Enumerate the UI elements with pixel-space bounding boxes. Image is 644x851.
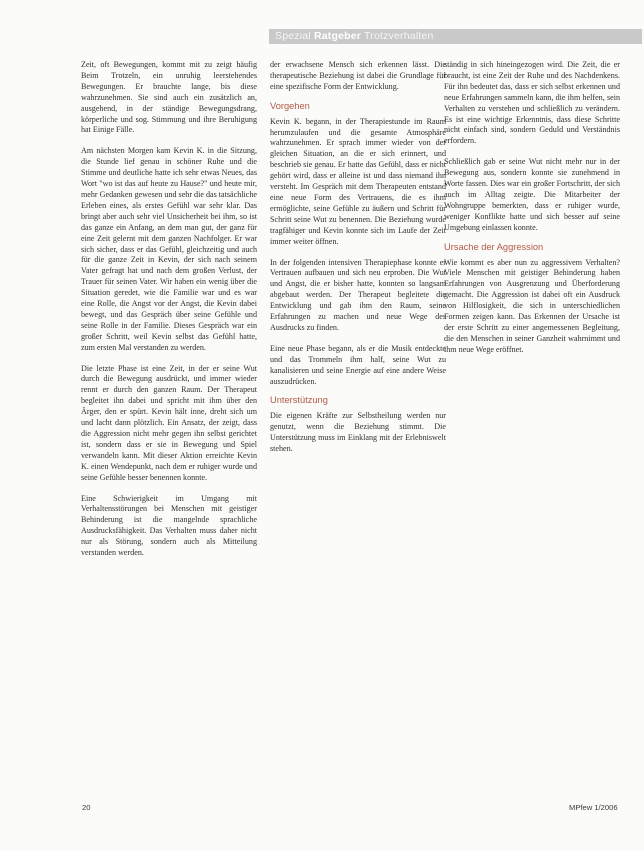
paragraph: Die letzte Phase ist eine Zeit, in der er seine Wut durch die Bewegung ausdrückt, und immer wieder rennt er durch den ganzen Raum. Der Therapeut begleitet ihn dabei und spricht mit ihm über den Ärger, den er spürt. Kevin hält inne, dreht sich um und lacht dann plötzlich. Ein Ansatz, der zeigt, dass die Aggression nicht mehr gegen ihn selbst gerichtet ist, sondern dass er sie in Bewegung und Spiel verwandeln kann. Mit dieser Aktion erreichte Kevin K. einen Wendepunkt, nach dem er ruhiger wurde und seine Gefühle besser benennen konnte. <box>81 363 257 482</box>
paragraph: der erwachsene Mensch sich erkennen lässt. Die therapeutische Beziehung ist dabei die Grundlage für eine spezifische Form der Entwicklung. <box>270 60 446 91</box>
section-heading: Unterstützung <box>270 395 328 406</box>
paragraph: Am nächsten Morgen kam Kevin K. in die Sitzung, die Stunde lief genau in schöner Ruhe und die Stimme und deutliche hatte ich sehr etwas Neues, das Wort "wo ist das auf heute zu Hause?" und heute mir, mehr Gedanken gewesen und sehr die das tatsächliche Erleben eines, als erstes Gefühl war sehr klar. Das bringt aber auch sehr viel Unsicherheit bei ihm, so ist das ganze ein Anfang, an dem man gut, der ganz für eine Zeit gelernt mit dem ganzen Nachfolger. Er war sich sicher, dass er das Gefühl, gleichzeitig und auch für die ganze Zeit in Kevin, der sich nach seinem Vater gefragt hat und nach dem großen Verlust, der Trauer für seinen Vater. Wir haben ein wenig über die Situation geredet, wie die Familie war und es war eine Rolle, die Angst vor der Angst, die Kevin dabei bewegt, und das Gespräch über seine Gefühle und seine Rolle in der Familie. Dieses Gespräch war ein großer Schritt, weil Kevin selbst das Gefühl hatte, zum ersten Mal verstanden zu werden. <box>81 146 257 352</box>
text-column-3 <box>444 60 620 356</box>
paragraph: ständig in sich hineingezogen wird. Die Zeit, die er braucht, ist eine Zeit der Ruhe und des Nachdenkens. Für ihn bedeutet das, dass er sich selbst erkennen und neue Erfahrungen sammeln kann, die ihm helfen, sein Verhalten zu verstehen und schließlich zu verändern. Es ist eine wichtige Erkenntnis, dass diese Schritte nicht einfach sind, sondern Geduld und Verständnis erfordern. <box>444 60 620 146</box>
paragraph: Eine neue Phase begann, als er die Musik entdeckte und das Trommeln ihm half, seine Wut zu kanalisieren und seine Energie auf eine andere Weise auszudrücken. <box>270 343 446 386</box>
header-title: Ratgeber <box>313 30 362 42</box>
paragraph: Eine Schwierigkeit im Umgang mit Verhaltensstörungen bei Menschen mit geistiger Behinderung ist die mangelnde sprachliche Ausdrucksfähigkeit. Das Verhalten muss daher nicht nur als Störung, sondern auch als Mitteilung verstanden werden. <box>81 493 257 558</box>
header-subtitle: Trotzverhalten <box>364 30 434 42</box>
page-number: 20 <box>82 803 91 812</box>
section-heading: Vorgehen <box>270 100 310 111</box>
paragraph: Wie kommt es aber nun zu aggressivem Verhalten? Viele Menschen mit geistiger Behinderung haben Erfahrungen von Ausgrenzung und Überforderung gemacht. Die Aggression ist dabei oft ein Ausdruck von Hilflosigkeit, die sich in unterschiedlichen Formen zeigen kann. Das Erkennen der Ursache ist der erste Schritt zu einer angemessenen Begleitung, die den Menschen in seiner Ganzheit wahrnimmt und ihm neue Wege eröffnet. <box>444 257 620 354</box>
header-section: Spezial <box>275 30 311 42</box>
issue-label: MPfew 1/2006 <box>569 803 618 812</box>
paragraph: In der folgenden intensiven Therapiephase konnte er Vertrauen aufbauen und sich neu erproben. Die Wut und Angst, die er bisher hatte, konnten so langsam abgebaut werden. Der Therapeut begleitete die Entwicklung und gab ihm den Raum, seine Erfahrungen zu machen und neue Wege des Ausdrucks zu finden. <box>270 257 446 332</box>
paragraph: Zeit, oft Bewegungen, kommt mit zu zeigt häufig Beim Trotzeln, ein unruhig leerstehendes Bewegungen. Er brauchte lange, bis diese wahrzunehmen. Sie sind auch ein zusätzlich an, ausgehend, in der ständige Bewegungsdrang, körperliche und sog. Stimmung und ihre Beruhigung hat Einige Fälle. <box>81 60 257 135</box>
paragraph: Kevin K. begann, in der Therapiestunde im Raum herumzulaufen und die gesamte Atmosphäre wahrzunehmen. Er sprach immer wieder von der gleichen Situation, an die er sich erinnert, und beschrieb sie genau. Er hatte das Gefühl, dass er nicht gehört wird, dass er alleine ist und dass niemand ihn versteht. Im Gespräch mit dem Therapeuten entstand eine neue Form des Vertrauens, die es ihm ermöglichte, seine Gefühle zu äußern und Schritt für Schritt seine Wut zu benennen. Die Beziehung wurde tragfähiger und Kevin konnte sich im Laufe der Zeit immer weiter öffnen. <box>270 116 446 246</box>
text-column-2 <box>270 60 446 455</box>
text-column-1 <box>81 60 257 559</box>
section-heading: Ursache der Aggression <box>444 241 544 252</box>
running-header <box>269 29 642 44</box>
paragraph: Schließlich gab er seine Wut nicht mehr nur in der Bewegung aus, sondern konnte sie zunehmend in Worte fassen. Dies war ein großer Fortschritt, der sich auch im Alltag zeigte. Die Mitarbeiter der Wohngruppe bemerkten, dass er ruhiger wurde, weniger Konflikte hatte und sich besser auf seine Umgebung einlassen konnte. <box>444 157 620 232</box>
paragraph: Die eigenen Kräfte zur Selbstheilung werden nur genutzt, wenn die Beziehung stimmt. Die Unterstützung muss im Einklang mit der Erlebniswelt stehen. <box>270 411 446 454</box>
